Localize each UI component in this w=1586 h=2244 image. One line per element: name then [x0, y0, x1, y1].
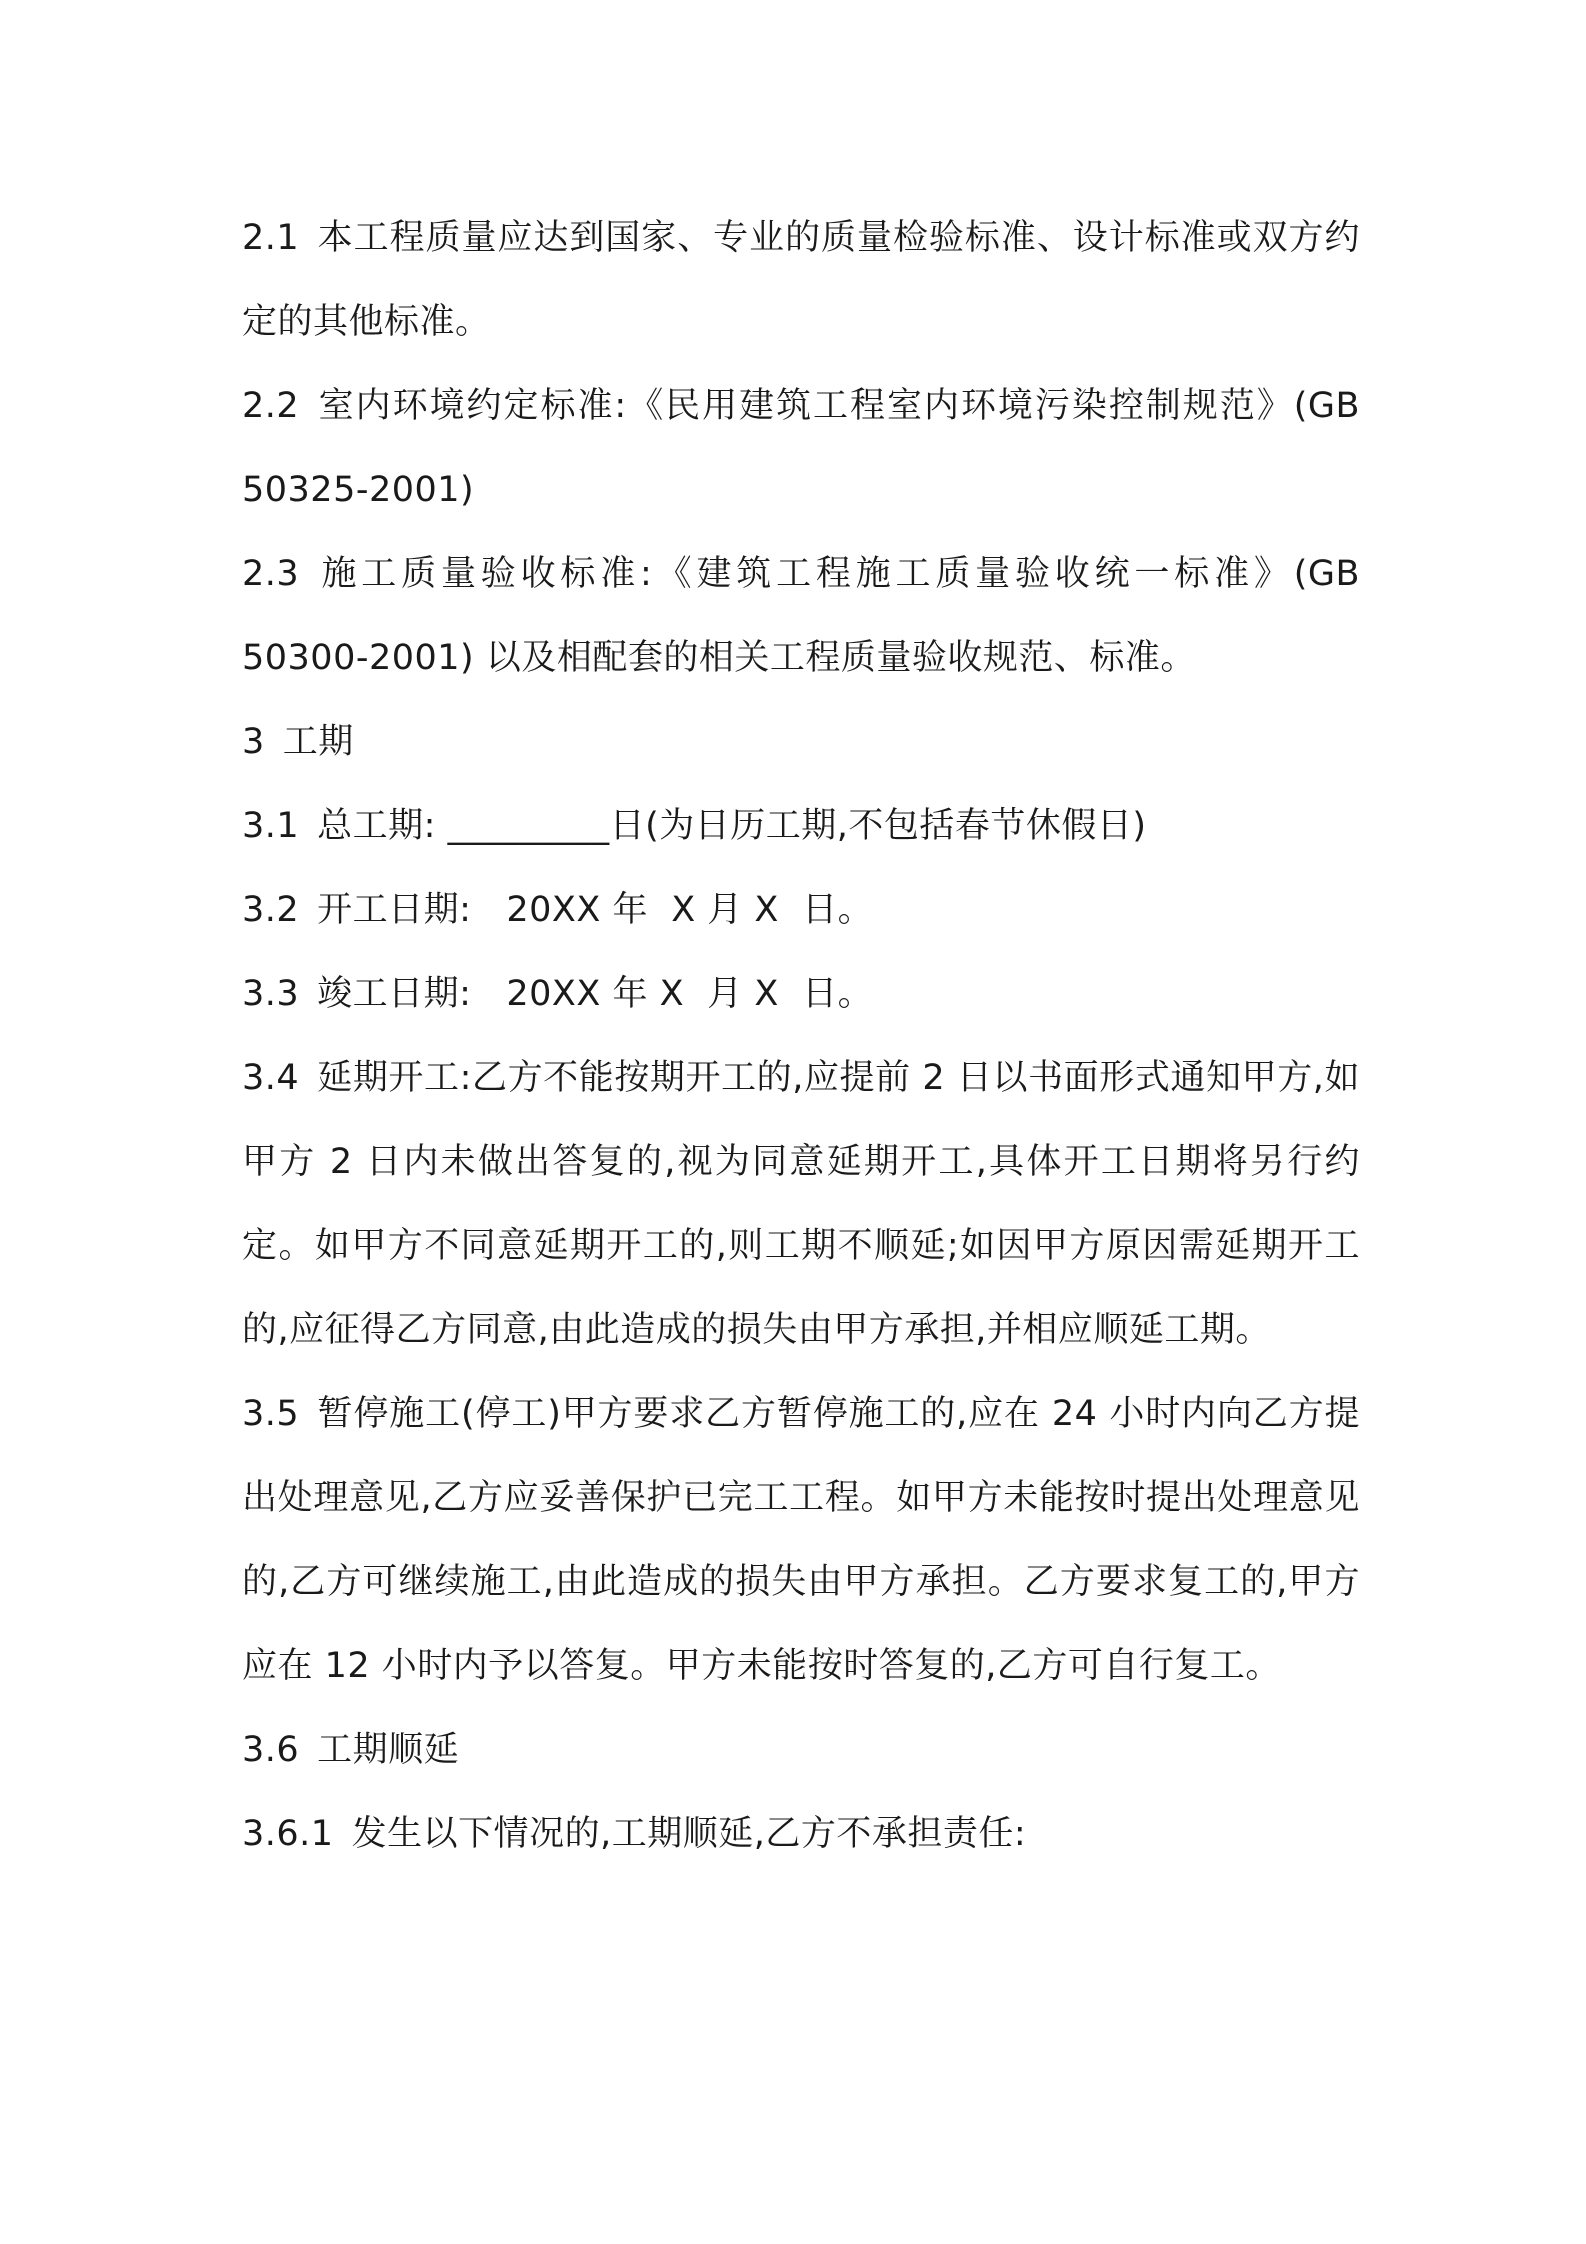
- clause-2-2: [242, 364, 1360, 532]
- clause-text: 本工程质量应达到国家、专业的质量检验标准、设计标准或双方约定的其他标准。: [242, 218, 1360, 342]
- clause-number: 3: [242, 722, 265, 762]
- clause-3-4: [242, 1036, 1360, 1372]
- clause-text: 工期: [282, 722, 354, 762]
- clause-text: 施工质量验收标准:《建筑工程施工质量验收统一标准》(GB 50300-2001) 以及相配套的相关工程质量验收规范、标准。: [242, 554, 1360, 678]
- clause-3-6-1: [242, 1792, 1360, 1876]
- clause-2-3: [242, 532, 1360, 700]
- clause-text: 暂停施工(停工)甲方要求乙方暂停施工的,应在 24 小时内向乙方提出处理意见,乙方应妥善保护已完工工程。如甲方未能按时提出处理意见的,乙方可继续施工,由此造成的损失由甲方承担。乙方要求复工的,甲方应在 12 小时内予以答复。甲方未能按时答复的,乙方可自行复工。: [242, 1394, 1360, 1686]
- clause-number: 3.3: [242, 974, 300, 1014]
- clause-text: 延期开工:乙方不能按期开工的,应提前 2 日以书面形式通知甲方,如甲方 2 日内未做出答复的,视为同意延期开工,具体开工日期将另行约定。如甲方不同意延期开工的,则工期不顺延;如因甲方原因需延期开工的,应征得乙方同意,由此造成的损失由甲方承担,并相应顺延工期。: [242, 1058, 1360, 1350]
- clause-number: 2.2: [242, 386, 300, 426]
- clause-number: 3.6.1: [242, 1814, 334, 1854]
- clause-text: 竣工日期: 20XX 年 X 月 X 日。: [317, 974, 874, 1014]
- clause-number: 3.1: [242, 806, 300, 846]
- clause-text: 工期顺延: [317, 1730, 460, 1770]
- clause-3-5: [242, 1372, 1360, 1708]
- clause-number: 3.2: [242, 890, 300, 930]
- clause-3-3: [242, 952, 1360, 1036]
- clause-2-1: [242, 196, 1360, 364]
- clause-number: 2.3: [242, 554, 300, 594]
- clause-3-2: [242, 868, 1360, 952]
- clause-number: 3.5: [242, 1394, 300, 1434]
- clause-text: 开工日期: 20XX 年 X 月 X 日。: [317, 890, 874, 930]
- clause-text: 总工期: _________日(为日历工期,不包括春节休假日): [317, 806, 1147, 846]
- clause-number: 2.1: [242, 218, 300, 258]
- clause-number: 3.4: [242, 1058, 300, 1098]
- clause-text: 发生以下情况的,工期顺延,乙方不承担责任:: [351, 1814, 1027, 1854]
- section-3-heading: [242, 700, 1360, 784]
- clause-3-6: [242, 1708, 1360, 1792]
- clause-number: 3.6: [242, 1730, 300, 1770]
- clause-3-1: [242, 784, 1360, 868]
- clause-text: 室内环境约定标准:《民用建筑工程室内环境污染控制规范》(GB 50325-2001): [242, 386, 1360, 510]
- contract-body: [242, 196, 1360, 1876]
